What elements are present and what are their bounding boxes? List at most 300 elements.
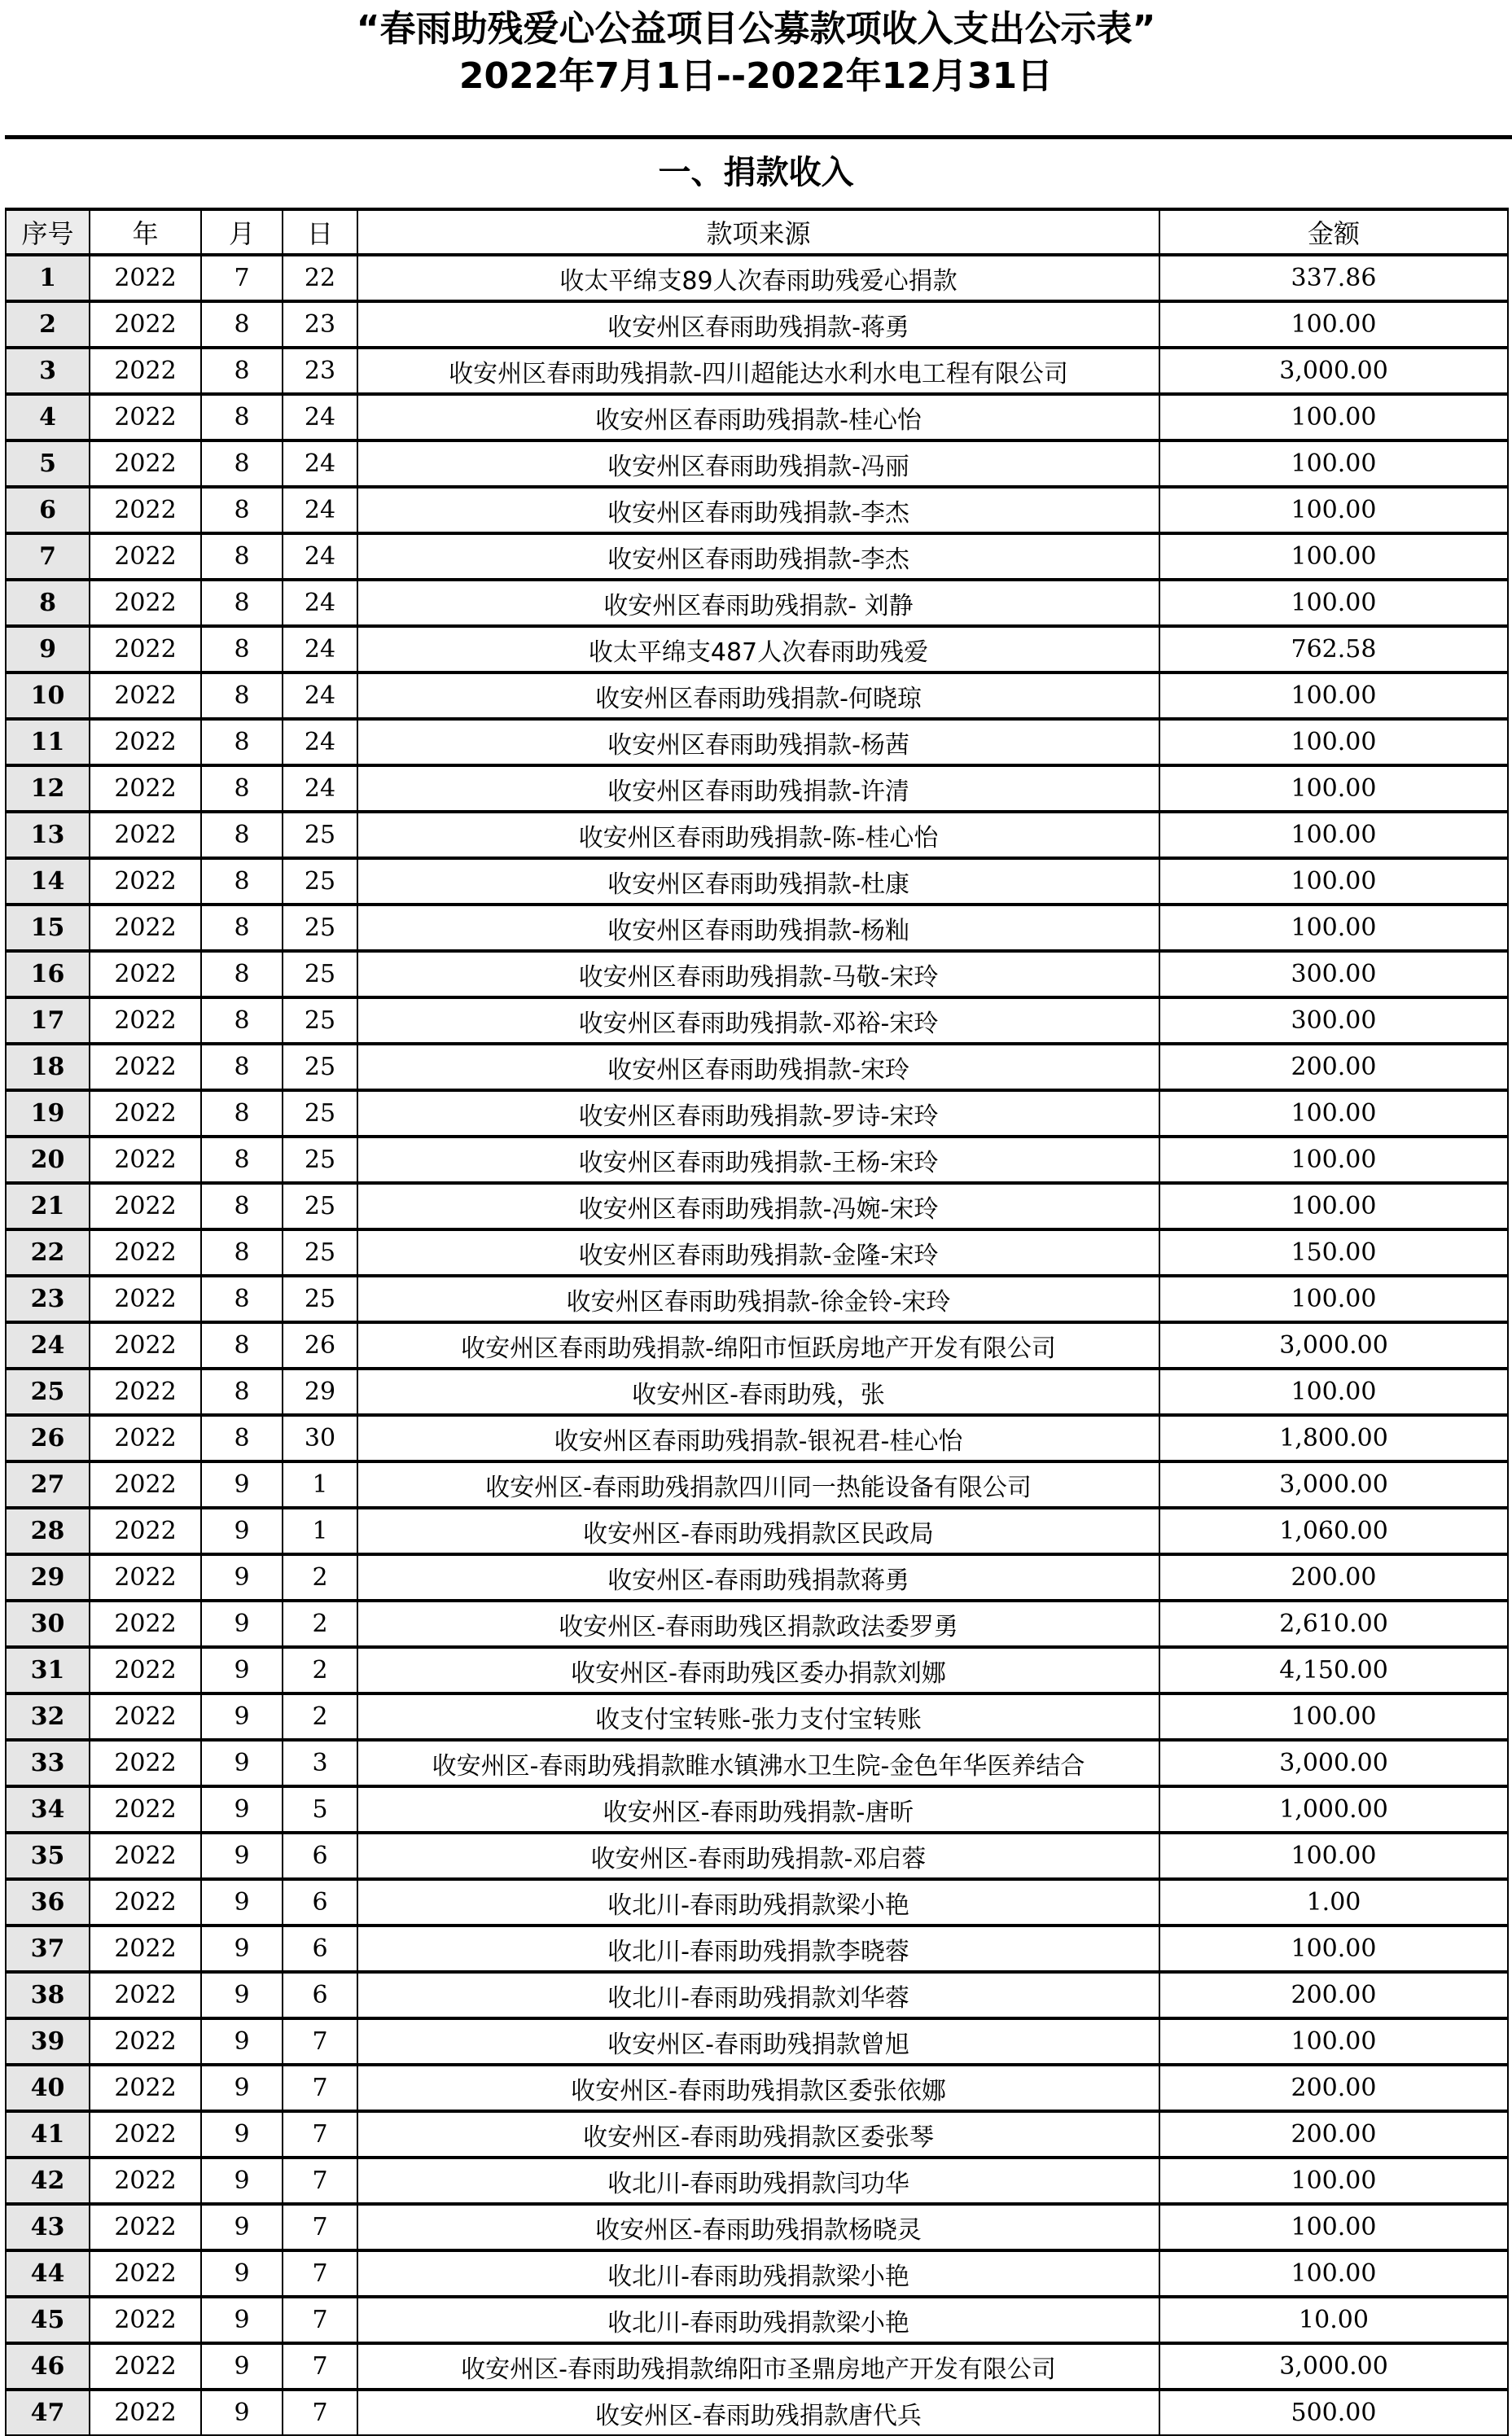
cell-seq: 1: [6, 255, 90, 301]
cell-year: 2022: [90, 1276, 201, 1322]
table-row: [6, 580, 1508, 626]
cell-year: 2022: [90, 580, 201, 626]
cell-source: 收安州区-春雨助残区委办捐款刘娜: [357, 1647, 1159, 1693]
table-row: [6, 487, 1508, 533]
cell-source: 收安州区春雨助残捐款-冯婉-宋玲: [357, 1183, 1159, 1229]
cell-seq: 22: [6, 1229, 90, 1276]
table-row: [6, 2390, 1508, 2435]
cell-month: 8: [201, 1044, 283, 1090]
cell-source: 收安州区春雨助残捐款-杨籼: [357, 905, 1159, 951]
cell-source: 收安州区春雨助残捐款-许清: [357, 765, 1159, 812]
cell-seq: 42: [6, 2158, 90, 2204]
cell-amount: 100.00: [1159, 1090, 1508, 1137]
cell-source: 收安州区春雨助残捐款-冯丽: [357, 440, 1159, 487]
cell-seq: 20: [6, 1137, 90, 1183]
cell-amount: 200.00: [1159, 1972, 1508, 2018]
cell-day: 25: [283, 858, 357, 905]
table-row: [6, 673, 1508, 719]
table-row: [6, 2343, 1508, 2390]
cell-amount: 762.58: [1159, 626, 1508, 673]
cell-seq: 38: [6, 1972, 90, 2018]
cell-day: 1: [283, 1508, 357, 1554]
cell-year: 2022: [90, 1090, 201, 1137]
cell-source: 收安州区-春雨助残，张: [357, 1369, 1159, 1415]
table-row: [6, 951, 1508, 997]
cell-source: 收安州区春雨助残捐款-桂心怡: [357, 394, 1159, 440]
cell-source: 收安州区-春雨助残捐款-唐昕: [357, 1786, 1159, 1833]
cell-year: 2022: [90, 255, 201, 301]
cell-source: 收安州区春雨助残捐款-李杰: [357, 487, 1159, 533]
cell-day: 25: [283, 1276, 357, 1322]
cell-source: 收北川-春雨助残捐款刘华蓉: [357, 1972, 1159, 2018]
cell-source: 收安州区-春雨助残捐款唐代兵: [357, 2390, 1159, 2435]
table-row: [6, 440, 1508, 487]
cell-year: 2022: [90, 1879, 201, 1926]
cell-day: 24: [283, 487, 357, 533]
cell-month: 8: [201, 673, 283, 719]
cell-amount: 200.00: [1159, 2111, 1508, 2158]
cell-year: 2022: [90, 1044, 201, 1090]
cell-year: 2022: [90, 765, 201, 812]
cell-month: 9: [201, 2250, 283, 2297]
cell-year: 2022: [90, 997, 201, 1044]
cell-amount: 100.00: [1159, 812, 1508, 858]
table-row: [6, 1044, 1508, 1090]
cell-day: 23: [283, 348, 357, 394]
table-row: [6, 1926, 1508, 1972]
table-row: [6, 719, 1508, 765]
cell-day: 25: [283, 1044, 357, 1090]
cell-year: 2022: [90, 2250, 201, 2297]
cell-seq: 3: [6, 348, 90, 394]
cell-amount: 200.00: [1159, 2065, 1508, 2111]
cell-month: 8: [201, 1229, 283, 1276]
cell-month: 9: [201, 2111, 283, 2158]
cell-seq: 43: [6, 2204, 90, 2250]
title-divider: [5, 135, 1512, 139]
table-row: [6, 2204, 1508, 2250]
cell-seq: 28: [6, 1508, 90, 1554]
cell-month: 7: [201, 255, 283, 301]
cell-day: 25: [283, 1137, 357, 1183]
table-row: [6, 1508, 1508, 1554]
cell-day: 30: [283, 1415, 357, 1461]
cell-year: 2022: [90, 533, 201, 580]
cell-seq: 47: [6, 2390, 90, 2435]
cell-month: 9: [201, 2297, 283, 2343]
table-row: [6, 1601, 1508, 1647]
cell-day: 25: [283, 1183, 357, 1229]
cell-month: 8: [201, 348, 283, 394]
cell-amount: 1,800.00: [1159, 1415, 1508, 1461]
cell-amount: 100.00: [1159, 2204, 1508, 2250]
cell-source: 收安州区春雨助残捐款-金隆-宋玲: [357, 1229, 1159, 1276]
cell-source: 收安州区-春雨助残捐款杨晓灵: [357, 2204, 1159, 2250]
cell-month: 8: [201, 719, 283, 765]
table-row: [6, 905, 1508, 951]
cell-seq: 21: [6, 1183, 90, 1229]
cell-month: 8: [201, 1090, 283, 1137]
cell-amount: 100.00: [1159, 673, 1508, 719]
cell-day: 6: [283, 1879, 357, 1926]
header-month: 月: [201, 209, 283, 255]
cell-day: 25: [283, 951, 357, 997]
cell-month: 9: [201, 2343, 283, 2390]
table-row: [6, 348, 1508, 394]
cell-day: 24: [283, 394, 357, 440]
cell-day: 7: [283, 2297, 357, 2343]
cell-amount: 3,000.00: [1159, 2343, 1508, 2390]
cell-seq: 24: [6, 1322, 90, 1369]
cell-year: 2022: [90, 1926, 201, 1972]
cell-month: 8: [201, 440, 283, 487]
cell-year: 2022: [90, 1137, 201, 1183]
cell-year: 2022: [90, 2343, 201, 2390]
cell-source: 收支付宝转账-张力支付宝转账: [357, 1693, 1159, 1740]
cell-seq: 30: [6, 1601, 90, 1647]
cell-day: 7: [283, 2158, 357, 2204]
cell-amount: 100.00: [1159, 440, 1508, 487]
cell-seq: 40: [6, 2065, 90, 2111]
table-row: [6, 1879, 1508, 1926]
cell-day: 7: [283, 2111, 357, 2158]
cell-source: 收安州区-春雨助残捐款曾旭: [357, 2018, 1159, 2065]
cell-seq: 39: [6, 2018, 90, 2065]
donation-income-table: [5, 208, 1509, 2436]
cell-amount: 4,150.00: [1159, 1647, 1508, 1693]
cell-source: 收安州区春雨助残捐款-银祝君-桂心怡: [357, 1415, 1159, 1461]
cell-amount: 300.00: [1159, 997, 1508, 1044]
cell-day: 1: [283, 1461, 357, 1508]
cell-amount: 100.00: [1159, 580, 1508, 626]
cell-year: 2022: [90, 1229, 201, 1276]
cell-year: 2022: [90, 626, 201, 673]
cell-source: 收安州区春雨助残捐款-何晓琼: [357, 673, 1159, 719]
cell-day: 7: [283, 2018, 357, 2065]
cell-amount: 100.00: [1159, 301, 1508, 348]
cell-source: 收安州区春雨助残捐款- 刘静: [357, 580, 1159, 626]
table-row: [6, 2158, 1508, 2204]
cell-seq: 44: [6, 2250, 90, 2297]
cell-amount: 2,610.00: [1159, 1601, 1508, 1647]
cell-seq: 16: [6, 951, 90, 997]
cell-seq: 41: [6, 2111, 90, 2158]
table-row: [6, 1229, 1508, 1276]
cell-month: 8: [201, 626, 283, 673]
cell-month: 8: [201, 1415, 283, 1461]
cell-source: 收安州区-春雨助残捐款绵阳市圣鼎房地产开发有限公司: [357, 2343, 1159, 2390]
cell-seq: 25: [6, 1369, 90, 1415]
header-year: 年: [90, 209, 201, 255]
header-amount: 金额: [1159, 209, 1508, 255]
cell-source: 收安州区春雨助残捐款-邓裕-宋玲: [357, 997, 1159, 1044]
cell-year: 2022: [90, 2018, 201, 2065]
cell-seq: 17: [6, 997, 90, 1044]
cell-day: 2: [283, 1693, 357, 1740]
cell-month: 9: [201, 1693, 283, 1740]
cell-day: 24: [283, 719, 357, 765]
cell-amount: 200.00: [1159, 1554, 1508, 1601]
cell-day: 22: [283, 255, 357, 301]
cell-year: 2022: [90, 487, 201, 533]
table-row: [6, 533, 1508, 580]
cell-seq: 7: [6, 533, 90, 580]
cell-day: 6: [283, 1833, 357, 1879]
cell-seq: 14: [6, 858, 90, 905]
cell-source: 收安州区春雨助残捐款-杨茜: [357, 719, 1159, 765]
cell-source: 收安州区春雨助残捐款-蒋勇: [357, 301, 1159, 348]
cell-source: 收安州区春雨助残捐款-绵阳市恒跃房地产开发有限公司: [357, 1322, 1159, 1369]
cell-year: 2022: [90, 1740, 201, 1786]
cell-year: 2022: [90, 2297, 201, 2343]
cell-year: 2022: [90, 2065, 201, 2111]
cell-day: 7: [283, 2250, 357, 2297]
section-title: 一、捐款收入: [658, 154, 854, 191]
cell-seq: 26: [6, 1415, 90, 1461]
cell-amount: 337.86: [1159, 255, 1508, 301]
cell-amount: 100.00: [1159, 1833, 1508, 1879]
cell-seq: 15: [6, 905, 90, 951]
cell-source: 收安州区-春雨助残捐款区委张琴: [357, 2111, 1159, 2158]
cell-source: 收太平绵支89人次春雨助残爱心捐款: [357, 255, 1159, 301]
table-row: [6, 2018, 1508, 2065]
cell-year: 2022: [90, 1322, 201, 1369]
cell-amount: 100.00: [1159, 719, 1508, 765]
cell-amount: 1.00: [1159, 1879, 1508, 1926]
cell-source: 收安州区春雨助残捐款-宋玲: [357, 1044, 1159, 1090]
cell-seq: 31: [6, 1647, 90, 1693]
cell-year: 2022: [90, 951, 201, 997]
cell-year: 2022: [90, 1647, 201, 1693]
table-row: [6, 1090, 1508, 1137]
cell-day: 3: [283, 1740, 357, 1786]
cell-seq: 35: [6, 1833, 90, 1879]
cell-source: 收北川-春雨助残捐款梁小艳: [357, 1879, 1159, 1926]
cell-seq: 45: [6, 2297, 90, 2343]
table-row: [6, 1972, 1508, 2018]
cell-month: 8: [201, 905, 283, 951]
cell-day: 24: [283, 765, 357, 812]
cell-source: 收安州区春雨助残捐款-罗诗-宋玲: [357, 1090, 1159, 1137]
table-row: [6, 1693, 1508, 1740]
cell-day: 7: [283, 2065, 357, 2111]
cell-day: 25: [283, 1229, 357, 1276]
cell-year: 2022: [90, 2111, 201, 2158]
cell-month: 9: [201, 2065, 283, 2111]
cell-seq: 5: [6, 440, 90, 487]
cell-source: 收北川-春雨助残捐款闫功华: [357, 2158, 1159, 2204]
table-row: [6, 1740, 1508, 1786]
cell-year: 2022: [90, 394, 201, 440]
cell-year: 2022: [90, 2158, 201, 2204]
cell-seq: 6: [6, 487, 90, 533]
cell-amount: 100.00: [1159, 533, 1508, 580]
cell-source: 收安州区春雨助残捐款-徐金铃-宋玲: [357, 1276, 1159, 1322]
cell-seq: 9: [6, 626, 90, 673]
cell-month: 8: [201, 301, 283, 348]
cell-amount: 100.00: [1159, 487, 1508, 533]
table-row: [6, 1833, 1508, 1879]
cell-month: 9: [201, 2158, 283, 2204]
table-header-row: [6, 209, 1508, 255]
cell-month: 8: [201, 580, 283, 626]
table-row: [6, 301, 1508, 348]
cell-amount: 100.00: [1159, 2158, 1508, 2204]
cell-seq: 23: [6, 1276, 90, 1322]
cell-year: 2022: [90, 301, 201, 348]
cell-month: 8: [201, 1369, 283, 1415]
cell-month: 9: [201, 1601, 283, 1647]
cell-day: 24: [283, 440, 357, 487]
cell-year: 2022: [90, 348, 201, 394]
table-row: [6, 1369, 1508, 1415]
cell-year: 2022: [90, 1601, 201, 1647]
cell-amount: 3,000.00: [1159, 1740, 1508, 1786]
cell-source: 收安州区-春雨助残捐款-邓启蓉: [357, 1833, 1159, 1879]
cell-day: 23: [283, 301, 357, 348]
table-row: [6, 255, 1508, 301]
cell-day: 7: [283, 2343, 357, 2390]
cell-day: 29: [283, 1369, 357, 1415]
cell-seq: 34: [6, 1786, 90, 1833]
cell-seq: 37: [6, 1926, 90, 1972]
cell-seq: 11: [6, 719, 90, 765]
cell-amount: 100.00: [1159, 1369, 1508, 1415]
cell-seq: 18: [6, 1044, 90, 1090]
cell-day: 7: [283, 2390, 357, 2435]
cell-source: 收安州区-春雨助残区捐款政法委罗勇: [357, 1601, 1159, 1647]
header-day: 日: [283, 209, 357, 255]
table-row: [6, 1322, 1508, 1369]
table-row: [6, 1183, 1508, 1229]
table-row: [6, 858, 1508, 905]
cell-seq: 33: [6, 1740, 90, 1786]
table-row: [6, 1786, 1508, 1833]
cell-year: 2022: [90, 2204, 201, 2250]
table-row: [6, 2297, 1508, 2343]
cell-day: 25: [283, 1090, 357, 1137]
cell-amount: 100.00: [1159, 1926, 1508, 1972]
cell-year: 2022: [90, 1786, 201, 1833]
cell-source: 收安州区-春雨助残捐款睢水镇沸水卫生院-金色年华医养结合: [357, 1740, 1159, 1786]
table-row: [6, 765, 1508, 812]
cell-month: 9: [201, 1647, 283, 1693]
cell-day: 2: [283, 1647, 357, 1693]
cell-seq: 10: [6, 673, 90, 719]
table-row: [6, 812, 1508, 858]
cell-year: 2022: [90, 1461, 201, 1508]
cell-amount: 3,000.00: [1159, 1461, 1508, 1508]
cell-month: 9: [201, 1972, 283, 2018]
cell-day: 24: [283, 626, 357, 673]
cell-seq: 2: [6, 301, 90, 348]
cell-month: 9: [201, 1879, 283, 1926]
cell-month: 9: [201, 1554, 283, 1601]
cell-amount: 100.00: [1159, 1276, 1508, 1322]
cell-source: 收安州区春雨助残捐款-王杨-宋玲: [357, 1137, 1159, 1183]
cell-month: 8: [201, 487, 283, 533]
table-row: [6, 1554, 1508, 1601]
cell-amount: 100.00: [1159, 858, 1508, 905]
cell-seq: 13: [6, 812, 90, 858]
cell-source: 收安州区春雨助残捐款-马敬-宋玲: [357, 951, 1159, 997]
cell-year: 2022: [90, 812, 201, 858]
cell-amount: 100.00: [1159, 1183, 1508, 1229]
cell-day: 5: [283, 1786, 357, 1833]
cell-seq: 36: [6, 1879, 90, 1926]
cell-source: 收安州区-春雨助残捐款区委张依娜: [357, 2065, 1159, 2111]
cell-month: 9: [201, 2204, 283, 2250]
cell-month: 9: [201, 1508, 283, 1554]
cell-year: 2022: [90, 1369, 201, 1415]
cell-year: 2022: [90, 858, 201, 905]
cell-month: 8: [201, 1322, 283, 1369]
cell-month: 8: [201, 812, 283, 858]
cell-seq: 8: [6, 580, 90, 626]
cell-day: 25: [283, 905, 357, 951]
cell-amount: 1,060.00: [1159, 1508, 1508, 1554]
header-seq: 序号: [6, 209, 90, 255]
cell-day: 24: [283, 533, 357, 580]
cell-year: 2022: [90, 719, 201, 765]
cell-month: 8: [201, 858, 283, 905]
cell-amount: 200.00: [1159, 1044, 1508, 1090]
cell-year: 2022: [90, 1508, 201, 1554]
cell-month: 9: [201, 1926, 283, 1972]
cell-source: 收北川-春雨助残捐款梁小艳: [357, 2297, 1159, 2343]
table-row: [6, 626, 1508, 673]
cell-source: 收北川-春雨助残捐款李晓蓉: [357, 1926, 1159, 1972]
cell-amount: 500.00: [1159, 2390, 1508, 2435]
cell-year: 2022: [90, 1693, 201, 1740]
cell-month: 9: [201, 2018, 283, 2065]
cell-amount: 1,000.00: [1159, 1786, 1508, 1833]
cell-day: 26: [283, 1322, 357, 1369]
cell-seq: 32: [6, 1693, 90, 1740]
cell-source: 收北川-春雨助残捐款梁小艳: [357, 2250, 1159, 2297]
document-title: “春雨助残爱心公益项目公募款项收入支出公示表”: [356, 8, 1156, 50]
table-row: [6, 1647, 1508, 1693]
table-body: [6, 255, 1508, 2435]
cell-seq: 29: [6, 1554, 90, 1601]
table-row: [6, 394, 1508, 440]
cell-source: 收太平绵支487人次春雨助残爱: [357, 626, 1159, 673]
header-source: 款项来源: [357, 209, 1159, 255]
cell-month: 8: [201, 765, 283, 812]
cell-amount: 150.00: [1159, 1229, 1508, 1276]
cell-day: 6: [283, 1972, 357, 2018]
cell-amount: 100.00: [1159, 2018, 1508, 2065]
document-period: 2022年7月1日--2022年12月31日: [458, 55, 1054, 97]
cell-amount: 10.00: [1159, 2297, 1508, 2343]
cell-amount: 300.00: [1159, 951, 1508, 997]
cell-source: 收安州区-春雨助残捐款区民政局: [357, 1508, 1159, 1554]
cell-amount: 100.00: [1159, 394, 1508, 440]
cell-month: 8: [201, 951, 283, 997]
cell-source: 收安州区春雨助残捐款-李杰: [357, 533, 1159, 580]
cell-month: 8: [201, 1137, 283, 1183]
cell-amount: 100.00: [1159, 905, 1508, 951]
cell-month: 9: [201, 2390, 283, 2435]
table-row: [6, 1276, 1508, 1322]
table-row: [6, 2250, 1508, 2297]
cell-year: 2022: [90, 905, 201, 951]
cell-month: 8: [201, 1276, 283, 1322]
cell-month: 8: [201, 533, 283, 580]
cell-amount: 100.00: [1159, 2250, 1508, 2297]
table-row: [6, 1137, 1508, 1183]
cell-source: 收安州区春雨助残捐款-杜康: [357, 858, 1159, 905]
